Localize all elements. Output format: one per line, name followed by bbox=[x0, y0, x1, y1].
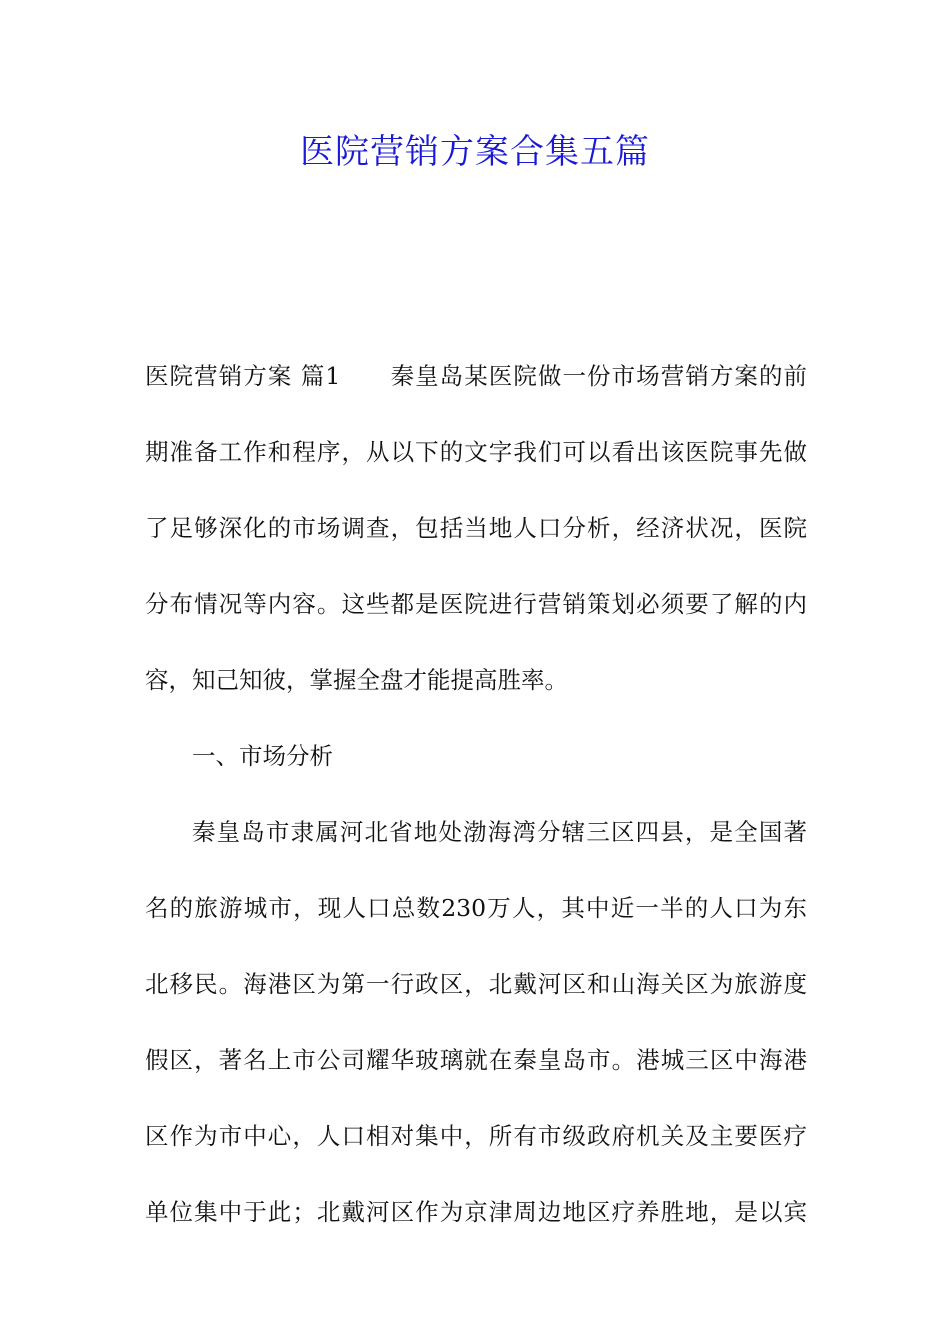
document-body bbox=[145, 338, 807, 1250]
body-line-1: 医院营销方案 篇1 秦皇岛某医院做一份市场营销方案的前 bbox=[145, 362, 807, 390]
body-line-10: 假区，著名上市公司耀华玻璃就在秦皇岛市。港城三区中海港 bbox=[145, 1046, 807, 1074]
body-line-4: 分布情况等内容。这些都是医院进行营销策划必须要了解的内 bbox=[145, 590, 807, 618]
section-heading-market-analysis: 一、市场分析 bbox=[192, 742, 333, 770]
body-line-7: 秦皇岛市隶属河北省地处渤海湾分辖三区四县，是全国著 bbox=[192, 818, 807, 846]
body-line-5: 容，知己知彼，掌握全盘才能提高胜率。 bbox=[145, 666, 568, 694]
body-line-12: 单位集中于此；北戴河区作为京津周边地区疗养胜地，是以宾 bbox=[145, 1198, 807, 1226]
document-title: 医院营销方案合集五篇 bbox=[300, 132, 650, 172]
body-line-2: 期准备工作和程序，从以下的文字我们可以看出该医院事先做 bbox=[145, 438, 807, 466]
body-line-11: 区作为市中心，人口相对集中，所有市级政府机关及主要医疗 bbox=[145, 1122, 807, 1150]
body-line-9: 北移民。海港区为第一行政区，北戴河区和山海关区为旅游度 bbox=[145, 970, 807, 998]
body-line-8: 名的旅游城市，现人口总数230万人，其中近一半的人口为东 bbox=[145, 894, 807, 922]
body-line-3: 了足够深化的市场调查，包括当地人口分析，经济状况，医院 bbox=[145, 514, 807, 542]
